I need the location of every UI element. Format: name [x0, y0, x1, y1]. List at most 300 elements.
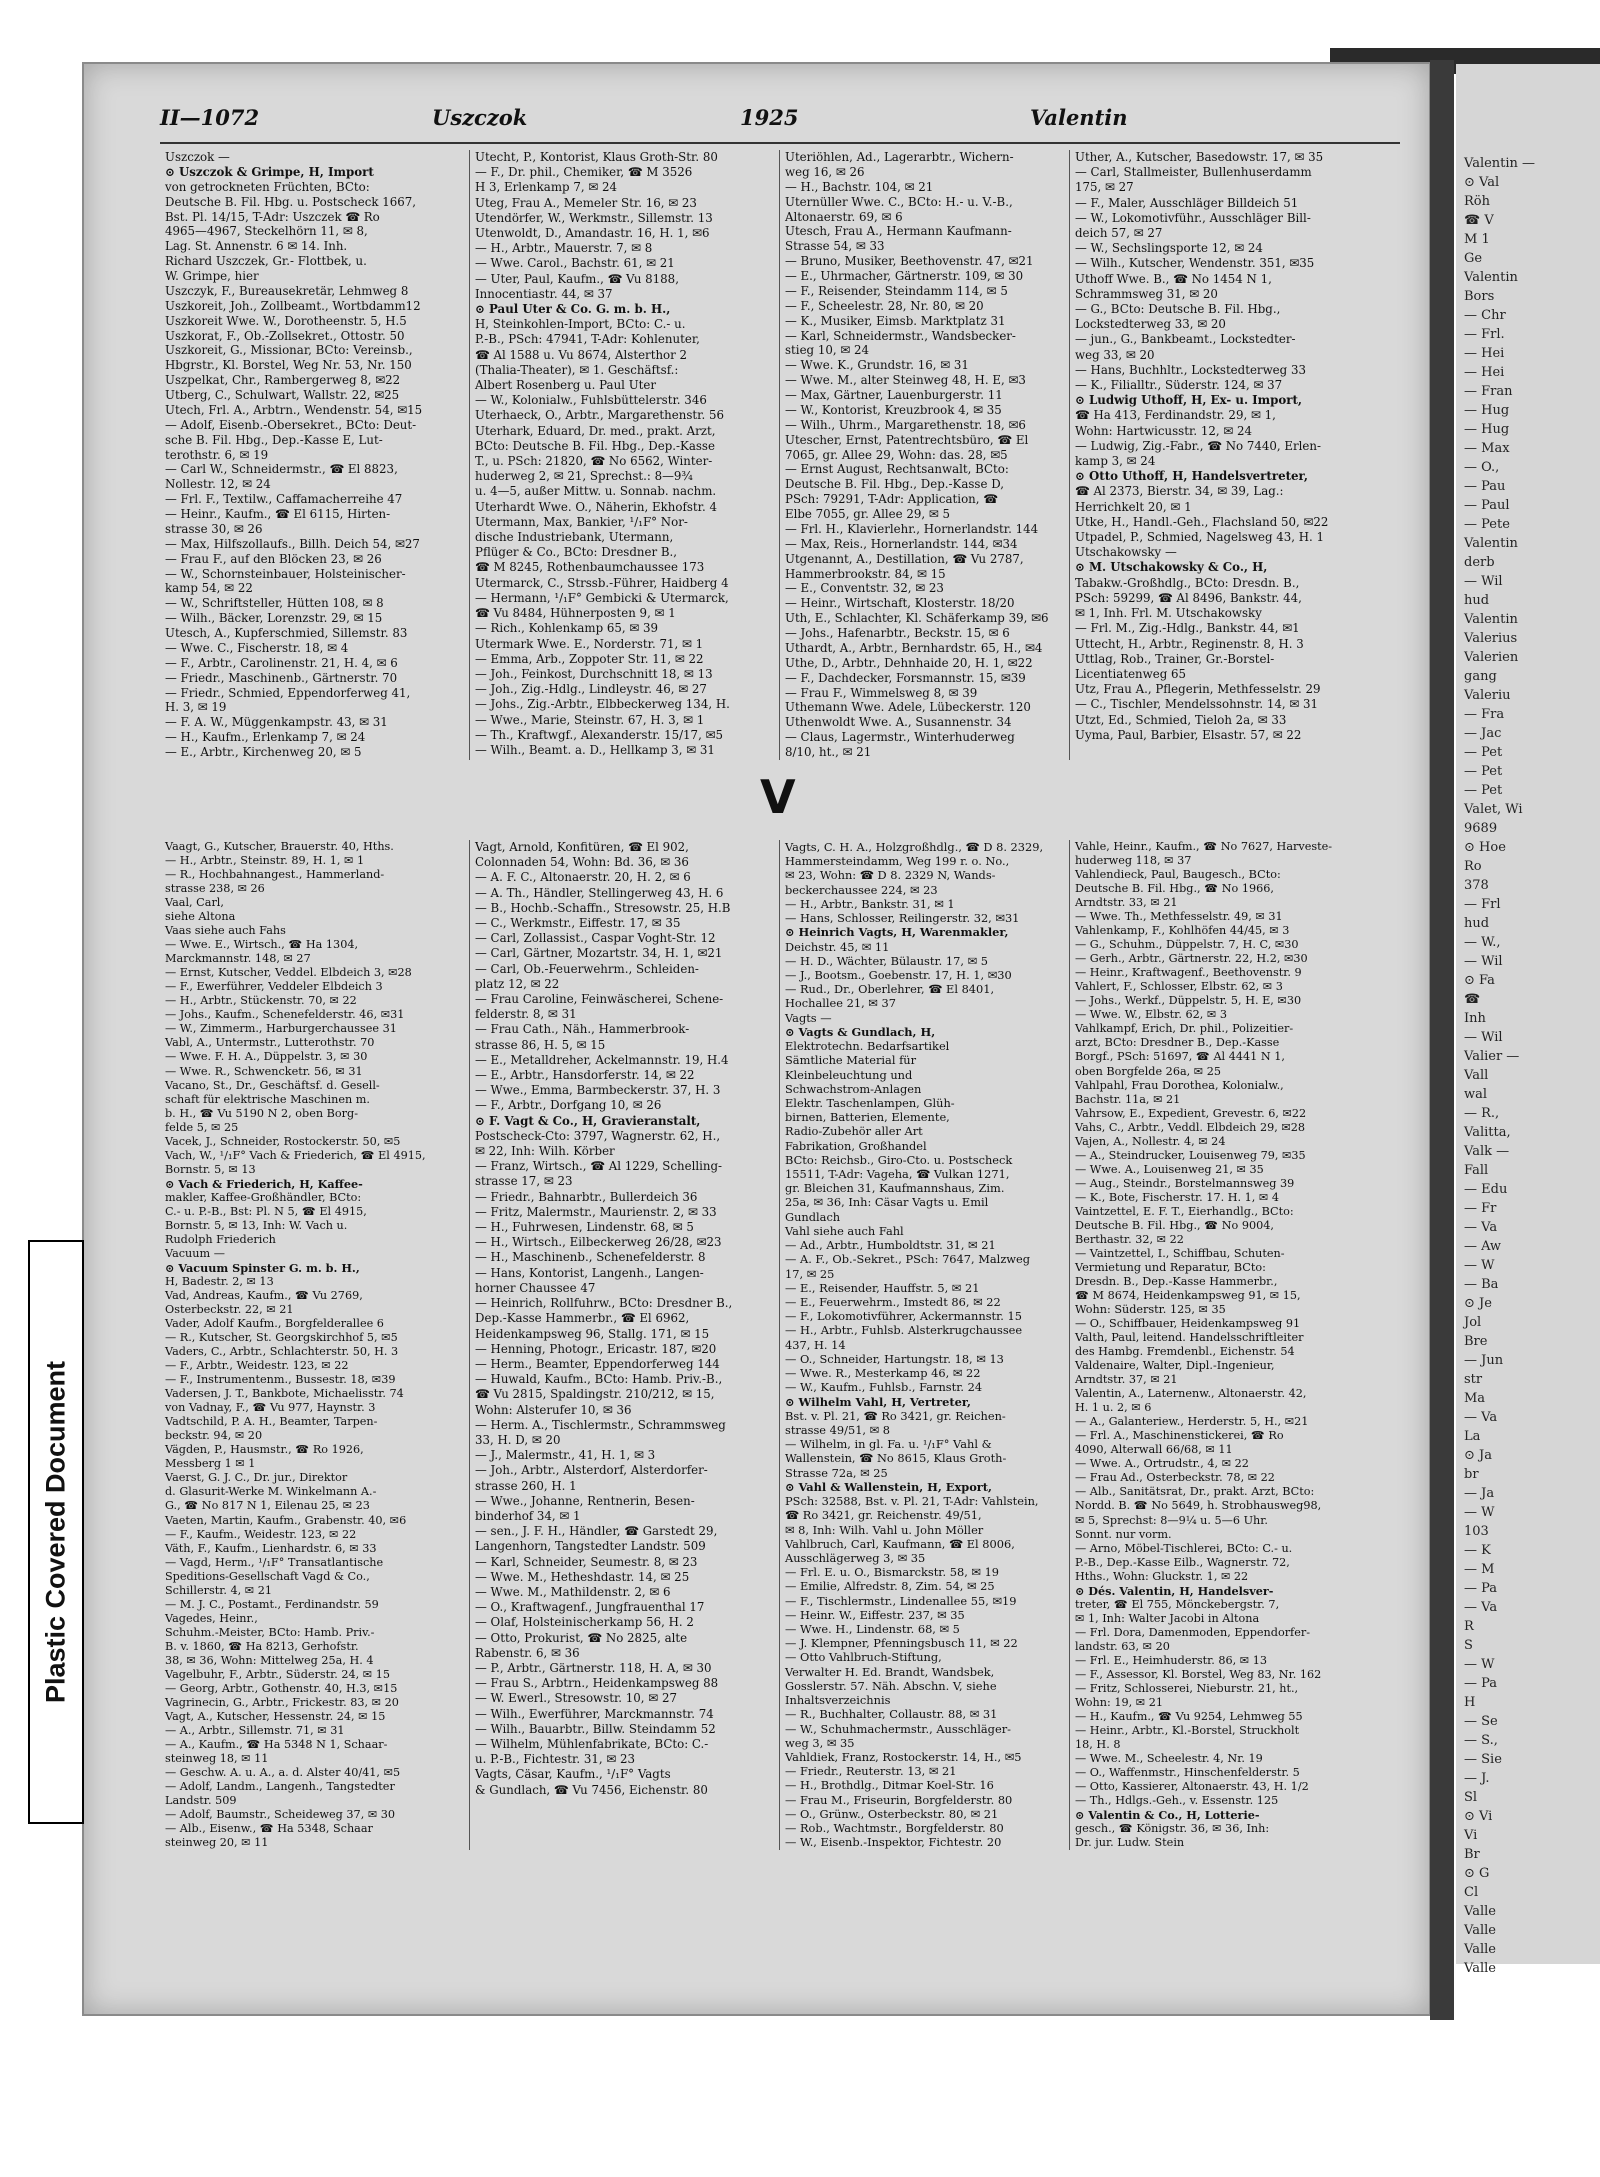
directory-entry-line: von Vadnay, F., ☎ Vu 977, Haynstr. 3 — [165, 1401, 376, 1415]
directory-entry-line: Berthastr. 32, ✉ 22 — [1075, 1232, 1184, 1246]
directory-entry-line: siehe Altona — [165, 910, 236, 924]
directory-entry-line: Utendörfer, W., Werkmstr., Sillemstr. 13 — [475, 210, 713, 225]
directory-entry-line: Dresdn. B., Dep.-Kasse Hammerbr., — [1075, 1274, 1278, 1288]
directory-entry-line: Uszczok — — [165, 150, 230, 164]
directory-entry-line: — Adolf, Baumstr., Scheideweg 37, ✉ 30 — [165, 1808, 396, 1822]
column-separator — [469, 840, 470, 1850]
directory-entry-line: Albert Rosenberg u. Paul Uter — [475, 378, 657, 393]
directory-entry-line: — H., Fuhrwesen, Lindenstr. 68, ✉ 5 — [475, 1220, 694, 1235]
directory-entry-line: Valth, Paul, leitend. Handelsschriftleiter — [1075, 1331, 1304, 1345]
directory-entry-line: — Frau F., auf den Blöcken 23, ✉ 26 — [165, 551, 382, 566]
directory-entry-line: Vacano, St., Dr., Geschäftsf. d. Gesell- — [165, 1078, 380, 1092]
directory-entry-line: — F., Lokomotivführer, Ackermannstr. 15 — [785, 1309, 1022, 1324]
directory-entry-line: Elektr. Taschenlampen, Glüh- — [785, 1095, 955, 1110]
directory-entry-line: Utgenannt, A., Destillation, ☎ Vu 2787, — [785, 551, 1024, 566]
directory-entry-line: strasse 86, H. 5, ✉ 15 — [475, 1037, 606, 1052]
directory-entry-line: — J. Klempner, Pfenningsbusch 11, ✉ 22 — [785, 1636, 1018, 1651]
directory-entry-line: — F., Scheelestr. 28, Nr. 80, ✉ 20 — [785, 298, 984, 313]
directory-entry-line: Vaerst, G. J. C., Dr. jur., Direktor — [165, 1471, 348, 1485]
directory-entry-line: — Wwe. C., Fischerstr. 18, ✉ 4 — [165, 640, 349, 655]
column-separator — [779, 840, 780, 1850]
directory-entry-line: ✉ 5, Sprechst: 8—9¼ u. 5—6 Uhr. — [1075, 1513, 1268, 1527]
directory-entry-line: Bst. Pl. 14/15, T-Adr: Uszczek ☎ Ro — [165, 209, 380, 224]
directory-entry-line: makler, Kaffee-Großhändler, BCto: — [165, 1190, 362, 1204]
directory-entry-line: — Wwe. H., Lindenstr. 68, ✉ 5 — [785, 1622, 960, 1637]
directory-entry-line: — Hans, Kontorist, Langenh., Langen- — [475, 1265, 704, 1280]
directory-entry-line: Licentiatenweg 65 — [1075, 666, 1187, 681]
directory-entry-line: Deutsche B. Fil. Hbg., ☎ No 9004, — [1075, 1218, 1274, 1232]
directory-entry-line: — A. Th., Händler, Stellingerweg 43, H. 6 — [475, 885, 724, 900]
directory-entry-line: — Otto, Kassierer, Altonaerstr. 43, H. 1/2 — [1075, 1780, 1309, 1794]
directory-entry-line: ☎ Ro 3421, gr. Reichenstr. 49/51, — [785, 1508, 982, 1523]
directory-entry-line: Vadersen, J. T., Bankbote, Michaelisstr. 74 — [165, 1387, 404, 1401]
directory-entry-line: — R., Buchhalter, Collaustr. 88, ✉ 31 — [785, 1707, 998, 1722]
directory-entry-line: ⊙ Heinrich Vagts, H, Warenmakler, — [785, 925, 1009, 940]
directory-entry-line: binderhof 34, ✉ 1 — [475, 1508, 581, 1523]
directory-entry-line: — F., Maler, Ausschläger Billdeich 51 — [1075, 195, 1299, 210]
directory-entry-line: dische Industriebank, Utermann, — [475, 530, 674, 545]
directory-entry-line: beckstr. 94, ✉ 20 — [165, 1429, 263, 1443]
directory-entry-line: Uterhark, Eduard, Dr. med., prakt. Arzt, — [475, 423, 716, 438]
directory-entry-line: — K., Musiker, Eimsb. Marktplatz 31 — [785, 313, 1006, 328]
directory-entry-line: — F. A. W., Müggenkampstr. 43, ✉ 31 — [165, 715, 388, 730]
directory-entry-line: 25a, ✉ 36, Inh: Cäsar Vagts u. Emil — [785, 1195, 989, 1210]
directory-entry-line: Gundlach — [785, 1209, 841, 1224]
directory-entry-line: — Henning, Photogr., Ericastr. 187, ✉20 — [475, 1341, 717, 1356]
directory-entry-line: ⊙ Wilhelm Vahl, H, Vertreter, — [785, 1394, 971, 1409]
directory-entry-line: Uterhardt Wwe. O., Näherin, Ekhofstr. 4 — [475, 499, 717, 514]
directory-entry-line: Fabrikation, Großhandel — [785, 1138, 927, 1153]
directory-entry-line: — W., Lokomotivführ., Ausschläger Bill- — [1075, 210, 1311, 225]
directory-entry-line: — Franz, Wirtsch., ☎ Al 1229, Schelling- — [475, 1159, 723, 1174]
directory-entry-line: Vabl, A., Untermstr., Lutterothstr. 70 — [165, 1036, 375, 1050]
directory-entry-line: Wohn: Süderstr. 125, ✉ 35 — [1075, 1303, 1226, 1317]
directory-entry-line: ✉ 22, Inh: Wilh. Körber — [475, 1144, 615, 1159]
directory-entry-line: Vagrinecin, G., Arbtr., Frickestr. 83, ✉ 20 — [165, 1695, 399, 1709]
directory-entry-line: Arndtstr. 37, ✉ 21 — [1075, 1373, 1178, 1387]
directory-entry-line: — Max, Reis., Hornerlandstr. 144, ✉34 — [785, 536, 1018, 551]
directory-entry-line: Vahle, Heinr., Kaufm., ☎ No 7627, Harveste- — [1075, 840, 1333, 853]
directory-entry-line: Marckmannstr. 148, ✉ 27 — [165, 952, 311, 966]
directory-entry-line: — M. J. C., Postamt., Ferdinandstr. 59 — [165, 1597, 379, 1611]
directory-entry-line: — Wwe. Th., Methfesselstr. 49, ✉ 31 — [1075, 910, 1283, 924]
directory-entry-line: Vadtschild, P. A. H., Beamter, Tarpen- — [165, 1415, 378, 1429]
directory-entry-line: Vad, Andreas, Kaufm., ☎ Vu 2769, — [165, 1289, 363, 1302]
directory-entry-line: Väth, F., Kaufm., Lienhardstr. 6, ✉ 33 — [165, 1541, 377, 1555]
directory-entry-line: — F., Assessor, Kl. Borstel, Weg 83, Nr. 162 — [1075, 1667, 1322, 1681]
directory-entry-line: Sonnt. nur vorm. — [1075, 1527, 1172, 1541]
facing-page — [1456, 64, 1600, 1976]
directory-entry-line: strasse 260, H. 1 — [475, 1478, 577, 1493]
directory-entry-line: Utescher, Ernst, Patentrechtsbüro, ☎ El — [785, 432, 1029, 447]
directory-entry-line: Wallenstein, ☎ No 8615, Klaus Groth- — [785, 1451, 1007, 1466]
directory-entry-line: — G., BCto: Deutsche B. Fil. Hbg., — [1075, 302, 1281, 317]
directory-entry-line: W. Grimpe, hier — [165, 269, 259, 283]
directory-entry-line: Wohn: Hartwicusstr. 12, ✉ 24 — [1075, 423, 1252, 438]
directory-entry-line: Landstr. 509 — [165, 1794, 237, 1808]
directory-entry-line: ⊙ Vach & Friederich, H, Kaffee- — [165, 1176, 363, 1191]
lower-column-2 — [475, 840, 775, 1850]
directory-entry-line: — Ad., Arbtr., Humboldtstr. 31, ✉ 21 — [785, 1238, 996, 1253]
directory-entry-line: — H., Arbtr., Steinstr. 89, H. 1, ✉ 1 — [165, 854, 365, 868]
directory-entry-line: — Wwe. M., Mathildenstr. 2, ✉ 6 — [475, 1584, 671, 1599]
directory-entry-line: — Emilie, Alfredstr. 8, Zim. 54, ✉ 25 — [785, 1579, 995, 1594]
directory-entry-line: u. P.-B., Fichtestr. 31, ✉ 23 — [475, 1752, 635, 1767]
directory-entry-line: Vaagt, G., Kutscher, Brauerstr. 40, Hths. — [165, 840, 394, 853]
page-number: II—1072 — [160, 105, 260, 130]
directory-entry-line: — Th., Kraftwgf., Alexanderstr. 15/17, ✉5 — [475, 727, 723, 742]
directory-entry-line: — C., Tischler, Mendelssohnstr. 14, ✉ 31 — [1075, 697, 1319, 712]
directory-entry-line: Borgf., PSch: 51697, ☎ Al 4441 N 1, — [1075, 1050, 1285, 1064]
directory-entry-line: — Frl. F., Textilw., Caffamacherreihe 47 — [165, 492, 403, 507]
directory-entry-line: — Carl, Zollassist., Caspar Voght-Str. 12 — [475, 931, 716, 946]
directory-entry-line: Schrammsweg 31, ✉ 20 — [1075, 286, 1218, 301]
directory-entry-line: — F., Arbtr., Carolinenstr. 21, H. 4, ✉ 6 — [165, 655, 398, 670]
column-separator — [779, 150, 780, 760]
directory-entry-line: — Th., Hdlgs.-Geh., v. Essenstr. 125 — [1075, 1794, 1279, 1808]
directory-entry-line: H. 3, ✉ 19 — [165, 700, 227, 715]
directory-entry-line: — Adolf, Eisenb.-Obersekret., BCto: Deut- — [165, 417, 417, 432]
directory-entry-line: kamp 54, ✉ 22 — [165, 581, 253, 596]
directory-entry-line: — Alb., Sanitätsrat, Dr., prakt. Arzt, BCto: — [1075, 1485, 1315, 1499]
directory-entry-line: — Johs., Hafenarbtr., Beckstr. 15, ✉ 6 — [785, 626, 1010, 640]
directory-entry-line: steinweg 18, ✉ 11 — [165, 1752, 269, 1766]
directory-entry-line: — Wilh., Beamt. a. D., Hellkamp 3, ✉ 31 — [475, 742, 715, 757]
directory-entry-line: 8/10, ht., ✉ 21 — [785, 745, 872, 759]
directory-entry-line: — W. Ewerl., Stresowstr. 10, ✉ 27 — [475, 1691, 677, 1706]
directory-entry-line: strasse 49/51, ✉ 8 — [785, 1422, 891, 1437]
directory-entry-line: — Vagd, Herm., ¹/₁F° Transatlantische — [165, 1555, 384, 1569]
directory-entry-line: — G., Schuhm., Düppelstr. 7, H. C, ✉30 — [1075, 938, 1299, 952]
directory-entry-line: Deichstr. 45, ✉ 11 — [785, 939, 890, 954]
directory-entry-line: — Bruno, Musiker, Beethovenstr. 47, ✉21 — [785, 254, 1034, 269]
upper-column-2 — [475, 150, 775, 760]
directory-entry-line: — Frau S., Arbtrn., Heidenkampsweg 88 — [475, 1676, 719, 1691]
directory-entry-line: — Friedr., Bahnarbtr., Bullerdeich 36 — [475, 1189, 698, 1204]
directory-entry-line: Rudolph Friederich — [165, 1232, 276, 1246]
directory-entry-line: felde 5, ✉ 25 — [165, 1120, 239, 1134]
directory-entry-line: — F., Ewerführer, Veddeler Elbdeich 3 — [165, 980, 383, 994]
directory-entry-line: — Joh., Arbtr., Alsterdorf, Alsterdorfer- — [475, 1463, 708, 1478]
directory-entry-line: Heidenkampsweg 96, Stallg. 171, ✉ 15 — [475, 1326, 710, 1341]
directory-entry-line: — W., Kontorist, Kreuzbrook 4, ✉ 35 — [785, 402, 1002, 417]
page-header — [160, 105, 1400, 135]
directory-entry-line: — Wwe. M., alter Steinweg 48, H. E, ✉3 — [785, 373, 1026, 388]
directory-entry-line: — Frl. M., Zig.-Hdlg., Bankstr. 44, ✉1 — [1075, 621, 1300, 636]
directory-entry-line: Uszkorat, F., Ob.-Zollsekret., Ottostr. 50 — [165, 328, 405, 343]
directory-entry-line: — H. D., Wächter, Bülaustr. 17, ✉ 5 — [785, 953, 988, 968]
directory-entry-line: Vagts — — [785, 1010, 832, 1025]
directory-entry-line: — Wilh., Ewerführer, Marckmannstr. 74 — [475, 1706, 714, 1721]
directory-entry-line: — Wilhelm, Mühlenfabrikate, BCto: C.- — [475, 1736, 709, 1751]
directory-entry-line: Vahrsow, E., Expedient, Grevestr. 6, ✉22 — [1075, 1106, 1307, 1120]
directory-entry-line: — Wwe. R., Mesterkamp 46, ✉ 22 — [785, 1366, 981, 1381]
directory-entry-line: terothstr. 6, ✉ 19 — [165, 447, 269, 462]
directory-entry-line: 175, ✉ 27 — [1075, 180, 1134, 195]
directory-entry-line: Lockstedterweg 33, ✉ 20 — [1075, 317, 1226, 332]
directory-entry-line: Uthoff Wwe. B., ☎ No 1454 N 1, — [1075, 271, 1272, 286]
directory-entry-line: — Frau M., Friseurin, Borgfelderstr. 80 — [785, 1792, 1013, 1807]
directory-entry-line: — F., Reisender, Steindamm 114, ✉ 5 — [785, 283, 1008, 298]
column-separator — [1069, 150, 1070, 760]
directory-entry-line: ✉ 1, Inh: Walter Jacobi in Altona — [1075, 1611, 1260, 1625]
directory-entry-line: Utermann, Max, Bankier, ¹/₁F° Nor- — [475, 514, 688, 529]
directory-entry-line: ✉ 1, Inh. Frl. M. Utschakowsky — [1075, 606, 1262, 621]
directory-entry-line: — Otto Vahlbruch-Stiftung, — [785, 1650, 942, 1665]
directory-entry-line: — Friedr., Schmied, Eppendorferweg 41, — [165, 685, 411, 700]
directory-entry-line: — F., Kaufm., Weidestr. 123, ✉ 22 — [165, 1527, 357, 1541]
directory-entry-line: H, Badestr. 2, ✉ 13 — [165, 1274, 274, 1288]
directory-entry-line: — K., Filialltr., Süderstr. 124, ✉ 37 — [1075, 378, 1283, 393]
directory-entry-line: Ausschlägerweg 3, ✉ 35 — [785, 1550, 926, 1565]
directory-entry-line: — Heinr. W., Eiffestr. 237, ✉ 35 — [785, 1607, 965, 1622]
directory-entry-line: — Wwe., Johanne, Rentnerin, Besen- — [475, 1493, 695, 1508]
directory-entry-line: huderweg 118, ✉ 37 — [1075, 854, 1192, 868]
directory-entry-line: — R., Kutscher, St. Georgskirchhof 5, ✉5 — [165, 1331, 398, 1345]
directory-entry-line: Vach, W., ¹/₁F° Vach & Friederich, ☎ El 4915, — [165, 1148, 426, 1162]
upper-column-3 — [785, 150, 1085, 760]
directory-entry-line: — Wwe., Emma, Barmbeckerstr. 37, H. 3 — [475, 1083, 721, 1098]
directory-entry-line: Rabenstr. 6, ✉ 36 — [475, 1645, 580, 1660]
directory-entry-line: Herrichkelt 20, ✉ 1 — [1075, 499, 1192, 514]
directory-entry-line: — Geschw. A. u. A., a. d. Alster 40/41, ✉5 — [165, 1766, 401, 1780]
directory-entry-line: Hochallee 21, ✉ 37 — [785, 996, 896, 1011]
directory-entry-line: — Carl, Gärtner, Mozartstr. 34, H. 1, ✉21 — [475, 946, 723, 961]
directory-entry-line: — Wwe., Marie, Steinstr. 67, H. 3, ✉ 1 — [475, 712, 705, 727]
directory-entry-line: Utberg, C., Schulwart, Wallstr. 22, ✉25 — [165, 388, 400, 402]
directory-entry-line: PSch: 79291, T-Adr: Application, ☎ — [785, 492, 998, 507]
directory-entry-line: — Joh., Feinkost, Durchschnitt 18, ✉ 13 — [475, 666, 713, 681]
directory-entry-line: Uttlag, Rob., Trainer, Gr.-Borstel- — [1075, 651, 1275, 666]
directory-entry-line: Deutsche B. Fil. Hbg., Dep.-Kasse D, — [785, 477, 1005, 492]
directory-entry-line: Vacuum — — [165, 1246, 225, 1260]
directory-entry-line: — W., Sechslingsporte 12, ✉ 24 — [1075, 241, 1263, 256]
directory-entry-line: — J., Bootsm., Goebenstr. 17, H. 1, ✉30 — [785, 967, 1012, 982]
directory-entry-line: Uthenwoldt Wwe. A., Susannenstr. 34 — [785, 715, 1012, 730]
directory-entry-line: Vahlkampf, Erich, Dr. phil., Polizeitier- — [1075, 1022, 1294, 1036]
directory-entry-line: — Heinr., Arbtr., Kl.-Borstel, Struckholt — [1075, 1723, 1300, 1737]
directory-entry-line: — Wwe. M., Hetheshdastr. 14, ✉ 25 — [475, 1569, 690, 1584]
directory-entry-line: — F., Dr. phil., Chemiker, ☎ M 3526 — [475, 165, 693, 180]
directory-entry-line: ⊙ M. Utschakowsky & Co., H, — [1075, 560, 1268, 575]
directory-entry-line: — W., Schornsteinbauer, Holsteinischer- — [165, 566, 406, 581]
directory-entry-line: Pflüger & Co., BCto: Dresdner B., — [475, 545, 678, 560]
directory-entry-line: — Ernst August, Rechtsanwalt, BCto: — [785, 462, 1009, 477]
directory-entry-line: — Uter, Paul, Kaufm., ☎ Vu 8188, — [475, 271, 679, 286]
directory-entry-line: Vahl siehe auch Fahl — [785, 1223, 904, 1238]
directory-entry-line: felderstr. 8, ✉ 31 — [475, 1007, 577, 1022]
directory-entry-line: deich 57, ✉ 27 — [1075, 226, 1163, 241]
directory-entry-line: Vagts, C. H. A., Holzgroßhdlg., ☎ D 8. 2329, — [785, 840, 1044, 854]
directory-entry-line: Valdenaire, Walter, Dipl.-Ingenieur, — [1075, 1359, 1275, 1373]
directory-entry-line: ⊙ Uszczok & Grimpe, H, Import — [165, 164, 374, 179]
directory-entry-line: — Wilhelm, in gl. Fa. u. ¹/₁F° Vahl & — [785, 1437, 992, 1452]
directory-entry-line: — Aug., Steindr., Borstelmannsweg 39 — [1075, 1176, 1295, 1190]
directory-entry-line: — Wwe. Carol., Bachstr. 61, ✉ 21 — [475, 256, 675, 271]
directory-entry-line: Langenhorn, Tangstedter Landstr. 509 — [475, 1539, 706, 1554]
directory-entry-line: — C., Werkmstr., Eiffestr. 17, ✉ 35 — [475, 916, 681, 931]
directory-entry-line: ⊙ Valentin & Co., H, Lotterie- — [1075, 1808, 1260, 1823]
directory-entry-line: Bst. v. Pl. 21, ☎ Ro 3421, gr. Reichen- — [785, 1408, 1006, 1423]
directory-entry-line: Hammerbrookstr. 84, ✉ 15 — [785, 566, 946, 581]
directory-entry-line: — Heinr., Wirtschaft, Klosterstr. 18/20 — [785, 596, 1015, 611]
directory-entry-line: ⊙ Vagts & Gundlach, H, — [785, 1024, 936, 1039]
directory-entry-line: Uszczyk, F., Bureausekretär, Lehmweg 8 — [165, 283, 409, 298]
directory-entry-line: Vajen, A., Nollestr. 4, ✉ 24 — [1075, 1134, 1226, 1148]
directory-entry-line: Sämtliche Material für — [785, 1053, 917, 1068]
directory-entry-line: — H., Bachstr. 104, ✉ 21 — [785, 179, 934, 194]
column-separator — [1069, 840, 1070, 1850]
plastic-covered-label — [28, 1240, 84, 1824]
directory-entry-line: — W., Kaufm., Fuhlsb., Farnstr. 24 — [785, 1380, 983, 1395]
directory-entry-line: Arndtstr. 33, ✉ 21 — [1075, 896, 1178, 910]
directory-entry-line: — Herm., Beamter, Eppendorferweg 144 — [475, 1356, 720, 1371]
directory-entry-line: — Wwe. M., Scheelestr. 4, Nr. 19 — [1075, 1752, 1263, 1766]
directory-entry-line: Dep.-Kasse Hammerbr., ☎ El 6962, — [475, 1311, 690, 1326]
directory-entry-line: Hbgrstr., Kl. Borstel, Weg Nr. 53, Nr. 150 — [165, 358, 412, 373]
directory-entry-line: — Frl. Dora, Damenmoden, Eppendorfer- — [1075, 1625, 1311, 1639]
directory-entry-line: — Karl, Schneider, Seumestr. 8, ✉ 23 — [475, 1554, 698, 1569]
directory-entry-line: Elektrotechn. Bedarfsartikel — [785, 1039, 950, 1054]
directory-entry-line: Vagedes, Heinr., — [165, 1611, 258, 1625]
directory-entry-line: ✉ 23, Wohn: ☎ D 8. 2329 N, Wands- — [785, 868, 996, 883]
directory-entry-line: Richard Uszczek, Gr.- Flottbek, u. — [165, 254, 367, 269]
directory-entry-line: — H., Arbtr., Fuhlsb. Alsterkrugchaussee — [785, 1323, 1023, 1338]
directory-entry-line: — Georg, Arbtr., Gothenstr. 40, H.3, ✉15 — [165, 1681, 398, 1695]
directory-entry-line: Radio-Zubehör aller Art — [785, 1124, 923, 1139]
directory-entry-line: — H., Kaufm., ☎ Vu 9254, Lehmweg 55 — [1075, 1709, 1303, 1723]
directory-entry-line: — Heinrich, Rollfuhrw., BCto: Dresdner B., — [475, 1296, 733, 1311]
directory-entry-line: 4965—4967, Steckelhörn 11, ✉ 8, — [165, 224, 368, 239]
directory-entry-line: Vaintzettel, E. F. T., Eierhandlg., BCto: — [1075, 1204, 1294, 1218]
directory-entry-line: 38, ✉ 36, Wohn: Mittelweg 25a, H. 4 — [165, 1653, 374, 1667]
directory-entry-line: horner Chaussee 47 — [475, 1280, 596, 1295]
directory-entry-line: landstr. 63, ✉ 20 — [1075, 1639, 1170, 1653]
directory-entry-line: Schillerstr. 4, ✉ 21 — [165, 1583, 272, 1597]
directory-entry-line: ⊙ Ludwig Uthoff, H, Ex- u. Import, — [1075, 393, 1303, 408]
directory-entry-line: Kleinbeleuchtung und — [785, 1067, 913, 1082]
directory-entry-line: — Arno, Möbel-Tischlerei, BCto: C.- u. — [1075, 1541, 1293, 1555]
directory-entry-line: Utech, Frl. A., Arbtrn., Wendenstr. 54, ✉15 — [165, 402, 423, 417]
directory-entry-line: — J., Malermstr., 41, H. 1, ✉ 3 — [475, 1448, 656, 1463]
directory-entry-line: — W., Kolonialw., Fuhlsbüttelerstr. 346 — [475, 393, 707, 408]
lower-column-1 — [165, 840, 465, 1850]
directory-entry-line: Vaders, C., Arbtr., Schlachterstr. 50, H. 3 — [165, 1345, 399, 1359]
directory-entry-line: Utke, H., Handl.-Geh., Flachsland 50, ✉22 — [1075, 514, 1329, 529]
lower-column-4 — [1075, 840, 1375, 1850]
directory-entry-line: (Thalia-Theater), ✉ 1. Geschäftsf.: — [475, 362, 679, 377]
lower-column-3 — [785, 840, 1085, 1850]
header-rule — [160, 142, 1400, 144]
directory-entry-line: Valentin, A., Laternenw., Altonaerstr. 42, — [1075, 1387, 1307, 1401]
directory-entry-line: — F., Dachdecker, Forsmannstr. 15, ✉39 — [785, 670, 1026, 685]
directory-entry-line: — Carl, Ob.-Feuerwehrm., Schleiden- — [475, 961, 699, 976]
upper-column-4 — [1075, 150, 1375, 760]
directory-entry-line: Messberg 1 ✉ 1 — [165, 1457, 256, 1471]
directory-entry-line: — E., Arbtr., Kirchenweg 20, ✉ 5 — [165, 745, 362, 759]
directory-entry-line: gesch., ☎ Königstr. 36, ✉ 36, Inh: — [1075, 1822, 1270, 1836]
directory-entry-line: Postscheck-Cto: 3797, Wagnerstr. 62, H., — [475, 1128, 721, 1143]
header-first-word: Uszczok — [432, 105, 528, 130]
directory-entry-line: — E., Arbtr., Hansdorferstr. 14, ✉ 22 — [475, 1068, 695, 1083]
directory-entry-line: ⊙ Dés. Valentin, H, Handelsver- — [1075, 1583, 1274, 1598]
directory-entry-line: — A. F., Ob.-Sekret., PSch: 7647, Malzweg — [785, 1252, 1031, 1267]
column-separator — [469, 150, 470, 760]
directory-entry-line: Strasse 72a, ✉ 25 — [785, 1465, 888, 1480]
directory-entry-line: — Frl. H., Klavierlehr., Hornerlandstr. 144 — [785, 521, 1039, 536]
directory-entry-line: — A., Steindrucker, Louisenweg 79, ✉35 — [1075, 1148, 1306, 1162]
directory-entry-line: oben Borgfelde 26a, ✉ 25 — [1075, 1064, 1222, 1078]
directory-entry-line: Utecht, P., Kontorist, Klaus Groth-Str. 80 — [475, 150, 718, 164]
directory-entry-line: Innocentiastr. 44, ✉ 37 — [475, 286, 613, 301]
directory-entry-line: BCto: Reichsb., Giro-Cto. u. Postscheck — [785, 1152, 1013, 1167]
directory-entry-line: — H., Brothdlg., Ditmar Koel-Str. 16 — [785, 1778, 994, 1793]
directory-entry-line: ⊙ Otto Uthoff, H, Handelsvertreter, — [1075, 469, 1308, 484]
directory-entry-line: — Frau F., Wimmelsweg 8, ✉ 39 — [785, 685, 978, 700]
directory-entry-line: Deutsche B. Fil. Hbg., ☎ No 1966, — [1075, 882, 1274, 896]
directory-entry-line: Vahlpahl, Frau Dorothea, Kolonialw., — [1075, 1078, 1284, 1092]
directory-entry-line: Utenwoldt, D., Amandastr. 16, H. 1, ✉6 — [475, 226, 710, 241]
directory-entry-line: — Fritz, Malermstr., Maurienstr. 2, ✉ 33 — [475, 1204, 717, 1219]
directory-entry-line: arzt, BCto: Dresdner B., Dep.-Kasse — [1075, 1036, 1280, 1050]
directory-entry-line: Utesch, Frau A., Hermann Kaufmann- — [785, 224, 1012, 239]
directory-entry-line: Vagelbuhr, F., Arbtr., Süderstr. 24, ✉ 15 — [165, 1667, 391, 1681]
directory-entry-line: ⊙ Paul Uter & Co. G. m. b. H., — [475, 302, 671, 317]
directory-entry-line: BCto: Deutsche B. Fil. Hbg., Dep.-Kasse — [475, 438, 715, 453]
directory-entry-line: — Hans, Schlosser, Reilingerstr. 32, ✉31 — [785, 911, 1020, 926]
directory-entry-line: — Rud., Dr., Oberlehrer, ☎ El 8401, — [785, 982, 995, 997]
directory-entry-line: Deutsche B. Fil. Hbg. u. Postscheck 1667, — [165, 194, 417, 209]
directory-entry-line: Tabakw.-Großhdlg., BCto: Dresdn. B., — [1075, 575, 1300, 590]
directory-entry-line: — Frl. E., Heimhuderstr. 86, ✉ 13 — [1075, 1653, 1268, 1667]
directory-entry-line: Uth, E., Schlachter, Kl. Schäferkamp 39, ✉6 — [785, 611, 1049, 626]
directory-entry-line: — Max, Hilfszollaufs., Billh. Deich 54, ✉27 — [165, 536, 420, 551]
directory-entry-line: Uthemann Wwe. Adele, Lübeckerstr. 120 — [785, 700, 1031, 715]
directory-entry-line: — Johs., Werkf., Düppelstr. 5, H. E, ✉30 — [1075, 994, 1302, 1008]
directory-entry-line: Vagt, A., Kutscher, Hessenstr. 24, ✉ 15 — [165, 1709, 386, 1723]
plastic-covered-label-text: Plastic Covered Document — [40, 1360, 71, 1704]
directory-entry-line: birnen, Batterien, Elemente, — [785, 1110, 950, 1125]
directory-entry-line: ⊙ F. Vagt & Co., H, Gravieranstalt, — [475, 1113, 701, 1128]
directory-entry-line: von getrockneten Früchten, BCto: — [165, 179, 370, 194]
directory-entry-line: Vahlbruch, Carl, Kaufmann, ☎ El 8006, — [785, 1536, 1015, 1551]
directory-entry-line: platz 12, ✉ 22 — [475, 976, 560, 991]
top-margin — [0, 0, 1600, 50]
directory-entry-line: P.-B., PSch: 47941, T-Adr: Kohlenuter, — [475, 332, 700, 347]
directory-entry-line: — Heinr., Kraftwagenf., Beethovenstr. 9 — [1075, 966, 1302, 980]
directory-entry-line: d. Glasurit-Werke M. Winkelmann A.- — [165, 1485, 377, 1499]
directory-entry-line: Vahlert, F., Schlosser, Elbstr. 62, ✉ 3 — [1075, 980, 1283, 994]
directory-entry-line: — P., Arbtr., Gärtnerstr. 118, H. A, ✉ 30 — [475, 1660, 712, 1675]
directory-entry-line: Bornstr. 5, ✉ 13, Inh: W. Vach u. — [165, 1218, 348, 1232]
directory-entry-line: — Emma, Arb., Zoppoter Str. 11, ✉ 22 — [475, 651, 704, 666]
directory-entry-line: — Max, Gärtner, Lauenburgerstr. 11 — [785, 388, 1003, 402]
directory-entry-line: schaft für elektrische Maschinen m. — [165, 1092, 370, 1106]
directory-entry-line: — Huwald, Kaufm., BCto: Hamb. Priv.-B., — [475, 1372, 723, 1387]
directory-entry-line: — Adolf, Landm., Langenh., Tangstedter — [165, 1780, 395, 1794]
directory-entry-line: T., u. PSch: 21820, ☎ No 6562, Winter- — [475, 454, 713, 469]
directory-entry-line: Bachstr. 11a, ✉ 21 — [1075, 1092, 1181, 1106]
directory-entry-line: ☎ Al 2373, Bierstr. 34, ✉ 39, Lag.: — [1075, 484, 1284, 499]
directory-entry-line: — O., Grünw., Osterbeckstr. 80, ✉ 21 — [785, 1806, 999, 1821]
header-last-word: Valentin — [1030, 105, 1128, 130]
directory-entry-line: strasse 17, ✉ 23 — [475, 1174, 573, 1189]
directory-entry-line: — W., Eisenb.-Inspektor, Fichtestr. 20 — [785, 1835, 1002, 1850]
directory-entry-line: — Frl. E. u. O., Bismarckstr. 58, ✉ 19 — [785, 1565, 1000, 1580]
directory-entry-line: Utermarck, C., Strssb.-Führer, Haidberg 4 — [475, 575, 729, 590]
directory-entry-line: Inhaltsverzeichnis — [785, 1693, 891, 1708]
directory-entry-line: — H., Wirtsch., Eilbeckerweg 26/28, ✉23 — [475, 1235, 722, 1250]
